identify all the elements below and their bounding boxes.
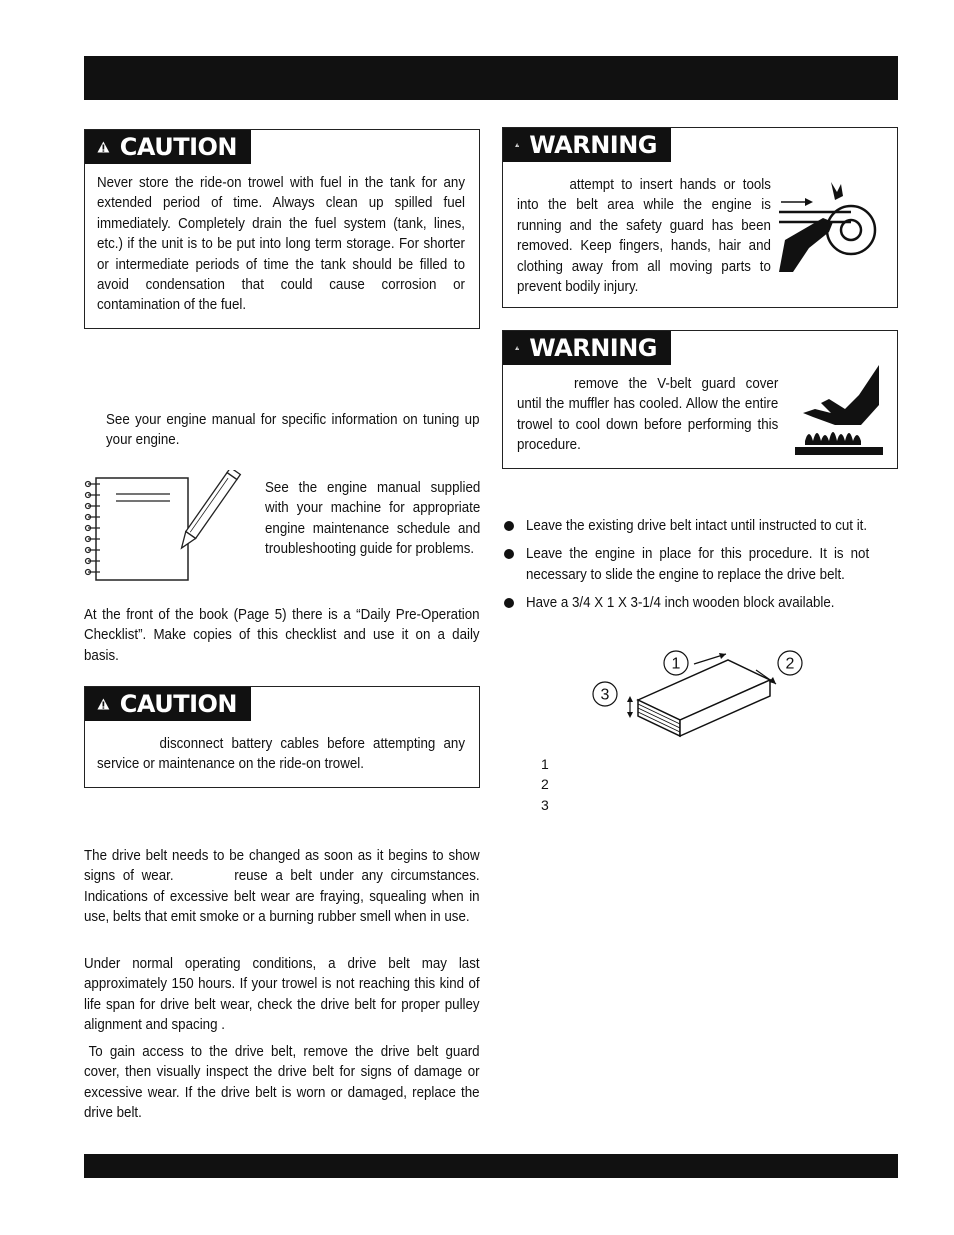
callout-3: 3	[600, 686, 610, 704]
procedure-bullet-list	[504, 516, 899, 622]
caution-box-battery	[84, 686, 480, 788]
legend-item: 3	[541, 796, 549, 813]
callout-2: 2	[785, 655, 795, 673]
warning-triangle-icon	[515, 334, 519, 362]
caution-text-fuel: Never store the ride-on trowel with fuel in the tank for any extended period of time. Always clean up spilled fuel immediately. Completely drain the fuel system (tank, lines, etc.) if the unit is to be put into long term storage. For shorter or intermediate periods of time the tank should be filled to avoid condensation that could cause corrosion or contamination of the fuel.	[97, 175, 465, 314]
warning-muffler-body: remove the V-belt guard cover until the muffler has cooled. Allow the entire trowel to cool down before performing this procedure.	[517, 376, 779, 454]
caution-label: CAUTION	[119, 133, 237, 161]
warning-badge	[503, 331, 671, 365]
bullet-text: Leave the engine in place for this procedure. It is not necessary to slide the engine to replace the drive belt.	[526, 546, 870, 583]
list-item	[504, 593, 899, 613]
warning-triangle-icon	[97, 133, 110, 161]
warning-text-muffler	[517, 374, 778, 456]
list-item	[504, 544, 899, 585]
drive-belt-paragraph-2: Under normal operating conditions, a drive belt may last approximately 150 hours. If your trowel is not reaching this kind of life span for drive belt wear, check the drive belt for proper pulley alignment and spacing .	[84, 956, 480, 1034]
drive-belt-p3: To gain access to the drive belt, remove the drive belt guard cover, then visually inspect the drive belt for signs of damage or excessive wear. If the drive belt is worn or damaged, replace the drive belt.	[84, 1044, 480, 1122]
warning-badge	[503, 128, 671, 162]
bullet-text: Have a 3/4 X 1 X 3-1/4 inch wooden block available.	[526, 595, 835, 612]
footer-bar	[84, 1154, 898, 1178]
caution-label: CAUTION	[119, 690, 237, 718]
warning-triangle-icon	[97, 690, 110, 718]
header-bar	[84, 56, 898, 100]
caution-box-fuel	[84, 129, 480, 329]
manual-notebook-icon	[80, 470, 252, 588]
engine-tuning-text: See your engine manual for specific information on tuning up your engine.	[106, 412, 480, 449]
bullet-text: Leave the existing drive belt intact until instructed to cut it.	[526, 518, 868, 534]
drive-belt-paragraph-1	[84, 846, 480, 928]
drive-belt-p1a: The drive belt needs to be changed as soon as it begins to show signs of wear.	[84, 848, 480, 885]
caution-badge	[85, 687, 251, 721]
manual-note-text: See the engine manual supplied with your machine for appropriate engine maintenance schedule and troubleshooting guide for problems.	[265, 480, 481, 558]
wooden-block-diagram	[586, 646, 812, 742]
legend-item: 1	[541, 756, 549, 772]
warning-box-muffler	[502, 330, 898, 469]
list-item	[504, 516, 899, 536]
warning-triangle-icon	[515, 131, 519, 159]
legend-item: 2	[541, 776, 549, 793]
hand-belt-hazard-icon	[779, 178, 879, 274]
warning-label: WARNING	[529, 131, 657, 159]
warning-text-belt	[517, 175, 771, 297]
caution-battery-body: disconnect battery cables before attempting any service or maintenance on the ride-on trowel.	[97, 736, 465, 773]
caution-badge	[85, 130, 251, 164]
bullet-icon	[504, 549, 514, 559]
warning-belt-body: attempt to insert hands or tools into the belt area while the engine is running and the safety guard has been removed. Keep fingers, hands, hair and clothing away from all moving parts to prevent bodily injury.	[517, 177, 771, 296]
caution-text-battery	[97, 734, 465, 775]
bullet-icon	[504, 521, 514, 531]
checklist-text: At the front of the book (Page 5) there is a “Daily Pre-Operation Checklist”. Make copies of this checklist and use it on a daily basis.	[84, 607, 480, 664]
diagram-legend	[541, 754, 549, 815]
drive-belt-p1b: reuse a belt under any circumstances. Indications of excessive belt wear are fraying, squealing when in use, belts that emit smoke or a burning rubber smell when in use.	[84, 868, 480, 926]
drive-belt-paragraph-3	[84, 1042, 480, 1124]
hot-surface-hand-icon	[795, 365, 885, 459]
warning-label: WARNING	[529, 334, 657, 362]
warning-box-belt	[502, 127, 898, 308]
bullet-icon	[504, 598, 514, 608]
callout-1: 1	[671, 655, 681, 673]
